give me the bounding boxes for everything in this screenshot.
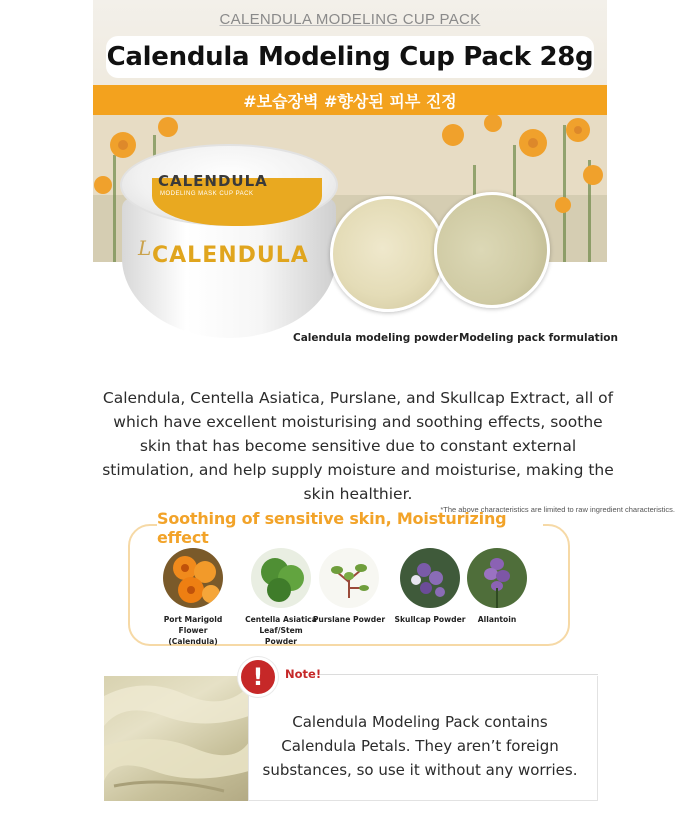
- pack-caption: Modeling pack formulation: [459, 332, 618, 344]
- ingredient-item: [154, 548, 232, 647]
- cup-body-title: CALENDULA: [152, 243, 309, 268]
- ingredient-label: Purslane Powder: [312, 615, 386, 624]
- powder-caption: Calendula modeling powder: [293, 332, 459, 344]
- marigold-flower-icon: [163, 548, 223, 608]
- ingredients-title: Soothing of sensitive skin, Moisturizing effect: [157, 509, 507, 547]
- ingredient-label: Centella Asiatica Leaf/Stem Powder: [245, 615, 317, 646]
- hero-subtitle: CALENDULA MODELING CUP PACK: [219, 11, 481, 28]
- ingredient-label: Port Marigold Flower (Calendula): [163, 615, 223, 646]
- exclamation-icon: !: [238, 657, 278, 697]
- note-text: Calendula Modeling Pack contains Calendula Petals. They aren’t foreign substances, so use it without any worries.: [262, 713, 578, 779]
- ingredients-title-wrap: [157, 509, 543, 547]
- centella-leaf-icon: [251, 548, 311, 608]
- hero-title-box: [106, 36, 594, 78]
- cup-lid-subtitle: MODELING MASK CUP PACK: [160, 191, 254, 197]
- cup-lid: [120, 144, 338, 226]
- pack-formulation-photo: [434, 192, 550, 308]
- ingredient-label: Skullcap Powder: [394, 615, 466, 624]
- hashtag-band: [93, 85, 607, 115]
- page-title: Calendula Modeling Cup Pack 28g: [106, 42, 594, 72]
- footnote: *The above characteristics are limited to raw ingredient characteristics.: [440, 505, 675, 514]
- hashtag-text: #보습장벽 #향상된 피부 진정: [243, 91, 457, 111]
- skullcap-flower-icon: [400, 548, 460, 608]
- ingredient-item: [458, 548, 536, 625]
- pack-texture-photo: [104, 676, 249, 801]
- product-description: Calendula, Centella Asiatica, Purslane, and Skullcap Extract, all of which have excellent moisturising and soothing effects, soothe skin that has become sensitive due to constant external stimulation, and help supply moisture and moisturise, making the skin healthier.: [102, 389, 614, 503]
- ingredient-item: [310, 548, 388, 625]
- brand-logo: L: [138, 236, 152, 260]
- purslane-plant-icon: [319, 548, 379, 608]
- ingredient-item: [242, 548, 320, 647]
- product-cup-image: [112, 130, 348, 340]
- cup-lid-title: CALENDULA: [158, 172, 268, 190]
- ingredient-label: Allantoin: [477, 615, 517, 624]
- note-divider: [318, 674, 598, 675]
- powder-photo: [330, 196, 446, 312]
- allantoin-flower-icon: [467, 548, 527, 608]
- note-label: Note!: [285, 667, 322, 681]
